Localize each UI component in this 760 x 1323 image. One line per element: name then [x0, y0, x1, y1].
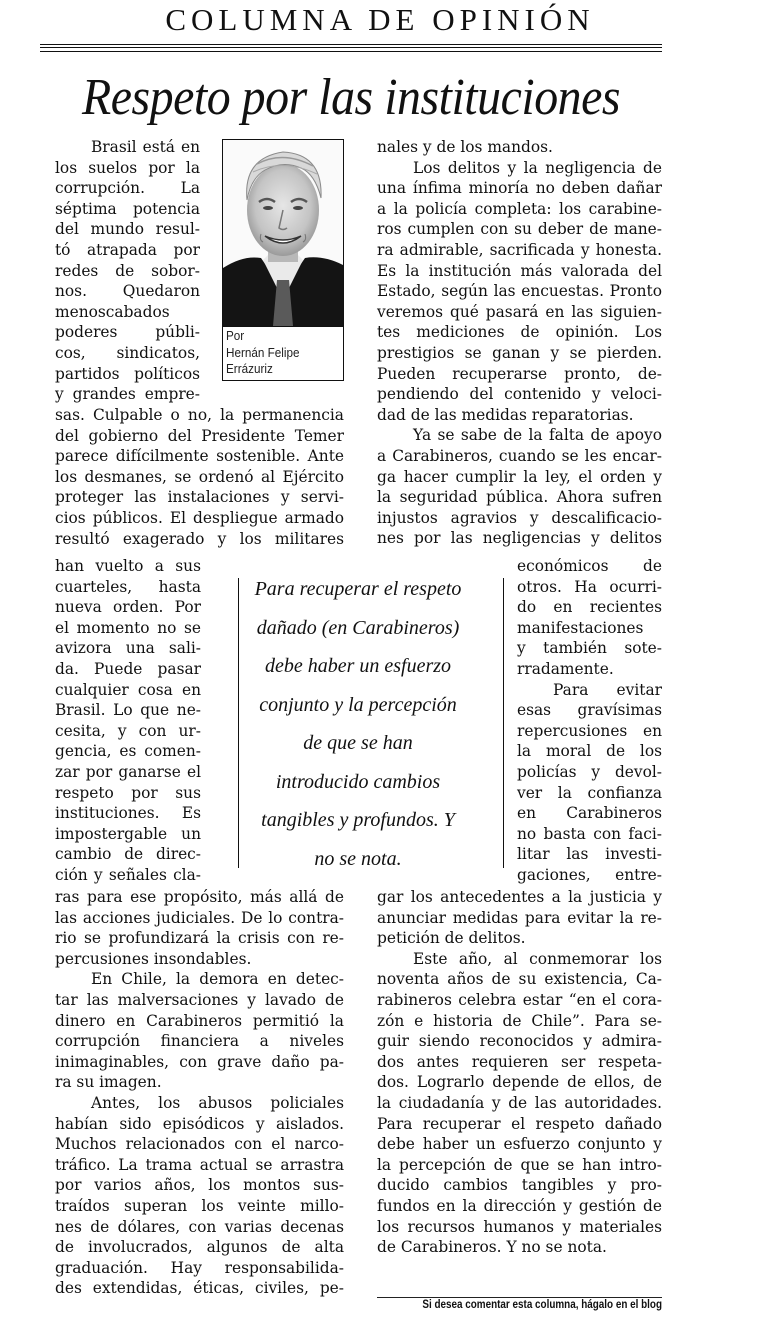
article-line: pendiendo del contenido y veloci- — [377, 385, 662, 404]
article-line: han vuelto a sus — [55, 557, 201, 575]
article-line: Este año, al conmemorar los — [413, 949, 662, 968]
article-line: las acciones judiciales. De lo contra- — [55, 908, 344, 927]
article-line: litar las investi- — [517, 845, 662, 864]
article-line: cambio de direc- — [55, 845, 201, 864]
article-line: económicos de — [517, 557, 662, 575]
article-line: y también sote- — [517, 639, 662, 658]
article-line: menoscabados — [55, 302, 170, 321]
article-line: debe haber un esfuerzo conjunto y — [377, 1135, 662, 1154]
pull-quote-line: no se nota. — [314, 847, 402, 870]
article-line: nos. Quedaron — [55, 282, 200, 301]
column-left-wide-2 — [55, 887, 344, 1299]
article-line: instituciones. Es — [55, 804, 201, 823]
article-line: los suelos por la — [55, 158, 200, 177]
article-line: ras para ese propósito, más allá de — [55, 888, 344, 906]
article-line: impostergable un — [55, 824, 201, 843]
pull-quote-line: dañado (en Carabineros) — [256, 616, 460, 639]
article-line: traídos superan los veinte millo- — [55, 1196, 344, 1215]
article-line: corrupción financiera a niveles — [55, 1032, 344, 1051]
pull-quote-line: de que se han — [303, 732, 413, 754]
article-line: anunciar medidas para evitar la re- — [377, 908, 662, 927]
article-line: guir siendo reconocidos y admira- — [377, 1032, 662, 1051]
article-line: Es la institución más valorada del — [377, 261, 662, 280]
byline-prefix: Por — [226, 328, 245, 343]
article-line: ducido cambios tangibles y pro- — [377, 1176, 662, 1195]
article-line: cuarteles, hasta — [55, 577, 201, 596]
column-right-wide-2 — [377, 887, 662, 1258]
article-line: da. Puede pasar — [55, 659, 201, 678]
article-line: ros cumplen con su deber de mane- — [377, 220, 662, 239]
article-line: no basta con faci- — [517, 824, 662, 843]
article-line: respeto por sus — [55, 783, 201, 802]
article-line: poderes públi- — [55, 323, 200, 342]
article-line: habían sido episódicos y aislados. — [55, 1114, 344, 1133]
article-line: redes de sobor- — [55, 261, 200, 280]
article-line: sas. Culpable o no, la permanencia — [55, 406, 344, 424]
column-left-wide-1 — [55, 405, 344, 549]
article-line: y grandes empre- — [55, 385, 200, 404]
article-line: de involucrados, algunos de alta — [55, 1238, 344, 1257]
article-line: los recursos humanos y materiales — [377, 1217, 662, 1236]
article-line: del mundo resul- — [55, 220, 200, 239]
article-line: dos antes requieren ser respeta- — [377, 1052, 662, 1071]
pull-quote-line: introducido cambios — [275, 770, 441, 793]
article-line: des extendidas, éticas, civiles, pe- — [55, 1279, 344, 1298]
article-line: noventa años de su existencia, Ca- — [377, 970, 662, 989]
article-line: ra admirable, sacrificada y honesta. — [377, 240, 662, 259]
article-line: zón e historia de Chile”. Para se- — [377, 1011, 662, 1030]
article-line: dad de las medidas reparatorias. — [377, 405, 634, 424]
article-line: Brasil está en — [91, 138, 200, 156]
article-line: tó atrapada por — [55, 240, 200, 259]
byline — [226, 328, 299, 378]
article-line: una ínfima minoría no deben dañar — [377, 179, 662, 198]
article-line: Estado, según las encuestas. Pronto — [377, 282, 662, 301]
article-line: En Chile, la demora en detec- — [91, 970, 344, 989]
article-line: inimaginables, con grave daño pa- — [55, 1052, 344, 1071]
article-line: zar por ganarse el — [55, 762, 201, 781]
header-rule — [40, 44, 662, 45]
article-line: avizora una sali- — [55, 639, 201, 658]
article-line: fundos en la dirección y gestión de — [377, 1196, 662, 1215]
article-line: gencia, es comen- — [55, 742, 201, 761]
pull-quote-divider — [503, 578, 504, 868]
article-line: rabineros celebra estar “en el cora- — [377, 990, 662, 1009]
article-line: tráfico. La trama actual se arrastra — [55, 1155, 344, 1174]
article-line: dinero en Carabineros permitió la — [55, 1011, 344, 1030]
column-left-mid — [55, 556, 201, 886]
article-line: graduación. Hay responsabilida- — [55, 1258, 344, 1277]
article-line: rradamente. — [517, 659, 614, 678]
article-line: por varios años, los montos sus- — [55, 1176, 344, 1195]
pull-quote-line: conjunto y la percepción — [259, 693, 457, 716]
header-rule — [40, 51, 662, 52]
article-line: gar los antecedentes a la justicia y — [377, 888, 662, 906]
article-line: petición de delitos. — [377, 929, 526, 948]
article-line: nueva orden. Por — [55, 598, 201, 617]
headline: Respeto por las instituciones — [81, 69, 621, 126]
article-line: cos, sindicatos, — [55, 343, 200, 362]
footer-blog-link[interactable]: Si desea comentar esta columna, hágalo en el blog — [422, 1299, 662, 1311]
article-line: parece difícilmente sostenible. Ante — [55, 447, 344, 466]
article-line: la seguridad pública. Ahora sufren — [377, 488, 662, 507]
article-line: en Carabineros — [517, 804, 662, 823]
author-last-name: Errázuriz — [226, 361, 273, 376]
article-line: de Carabineros. Y no se nota. — [377, 1238, 607, 1257]
article-line: cualquier cosa en — [55, 680, 201, 699]
article-line: del gobierno del Presidente Temer — [55, 426, 344, 445]
column-right-wide-1 — [377, 137, 662, 549]
article-line: nes de dólares, con varias decenas — [55, 1217, 344, 1236]
header-rule — [40, 47, 662, 48]
article-line: gaciones, entre- — [517, 865, 662, 884]
article-line: percusiones insondables. — [55, 949, 252, 968]
column-right-mid — [517, 556, 662, 886]
article-line: la ciudadanía y de las autoridades. — [377, 1093, 662, 1112]
article-line: a la policía completa: los carabine- — [377, 199, 662, 218]
article-line: Los delitos y la negligencia de — [413, 158, 662, 177]
pull-quote-line: debe haber un esfuerzo — [264, 655, 452, 677]
article-line: cios públicos. El despliegue armado — [55, 508, 344, 527]
article-line: Para recuperar el respeto dañado — [377, 1114, 662, 1133]
article-line: ga hacer cumplir la ley, el orden y — [377, 467, 662, 486]
article-line: policías y devol- — [517, 762, 662, 781]
article-line: veremos qué pasará en las siguien- — [377, 302, 662, 321]
article-line: partidos políticos — [55, 364, 200, 383]
author-first-name: Hernán Felipe — [226, 344, 300, 360]
article-line: Pueden recuperarse pronto, de- — [377, 364, 662, 383]
pull-quote-line: tangibles y profundos. Y — [261, 809, 455, 831]
article-line: nes por las negligencias y delitos — [377, 529, 662, 548]
article-line: injustos agravios y descalificacio- — [377, 508, 662, 527]
article-line: rio se profundizará la crisis con re- — [55, 929, 344, 948]
article-line: a Carabineros, cuando se les encar- — [377, 446, 662, 465]
article-line: otros. Ha ocurri- — [517, 577, 662, 596]
article-line: resultó exagerado y los militares — [55, 529, 344, 548]
article-line: corrupción. La — [55, 179, 200, 198]
article-line: Muchos relacionados con el narco- — [55, 1135, 344, 1154]
article-line: Antes, los abusos policiales — [91, 1093, 344, 1112]
article-line: Brasil. Lo que ne- — [55, 701, 201, 720]
article-line: los desmanes, se ordenó al Ejército — [55, 467, 344, 486]
article-line: séptima potencia — [55, 199, 200, 218]
article-line: esas gravísimas — [517, 701, 662, 720]
article-line: manifestaciones — [517, 618, 644, 637]
article-line: do en recientes — [517, 598, 662, 617]
article-line: tar las malversaciones y lavado de — [55, 990, 344, 1009]
footer-rule — [377, 1297, 662, 1298]
pull-quote-line: Para recuperar el respeto — [254, 578, 462, 600]
author-box — [222, 139, 344, 381]
article-line: ra su imagen. — [55, 1073, 162, 1092]
article-line: Para evitar — [553, 680, 662, 699]
article-line: ción y señales cla- — [55, 865, 201, 884]
article-line: tes mediciones de opinión. Los — [377, 323, 662, 342]
column-left-top — [55, 137, 200, 405]
article-line: el momento no se — [55, 618, 201, 637]
article-line: Ya se sabe de la falta de apoyo — [413, 426, 662, 445]
pull-quote — [238, 570, 478, 878]
article-line: nales y de los mandos. — [377, 138, 553, 156]
article-line: dos. Lograrlo depende de ellos, de — [377, 1073, 662, 1092]
author-portrait-icon — [223, 140, 343, 327]
article-line: ver la confianza — [517, 783, 662, 802]
article-line: cesita, y con ur- — [55, 721, 201, 740]
section-title: COLUMNA DE OPINIÓN — [165, 2, 595, 37]
article-line: prestigios se ganan y se pierden. — [377, 343, 662, 362]
article-line: la moral de los — [517, 742, 662, 761]
article-line: proteger las instalaciones y servi- — [55, 488, 344, 507]
article-line: repercusiones en — [517, 721, 662, 740]
article-line: la percepción de que se han intro- — [377, 1155, 662, 1174]
